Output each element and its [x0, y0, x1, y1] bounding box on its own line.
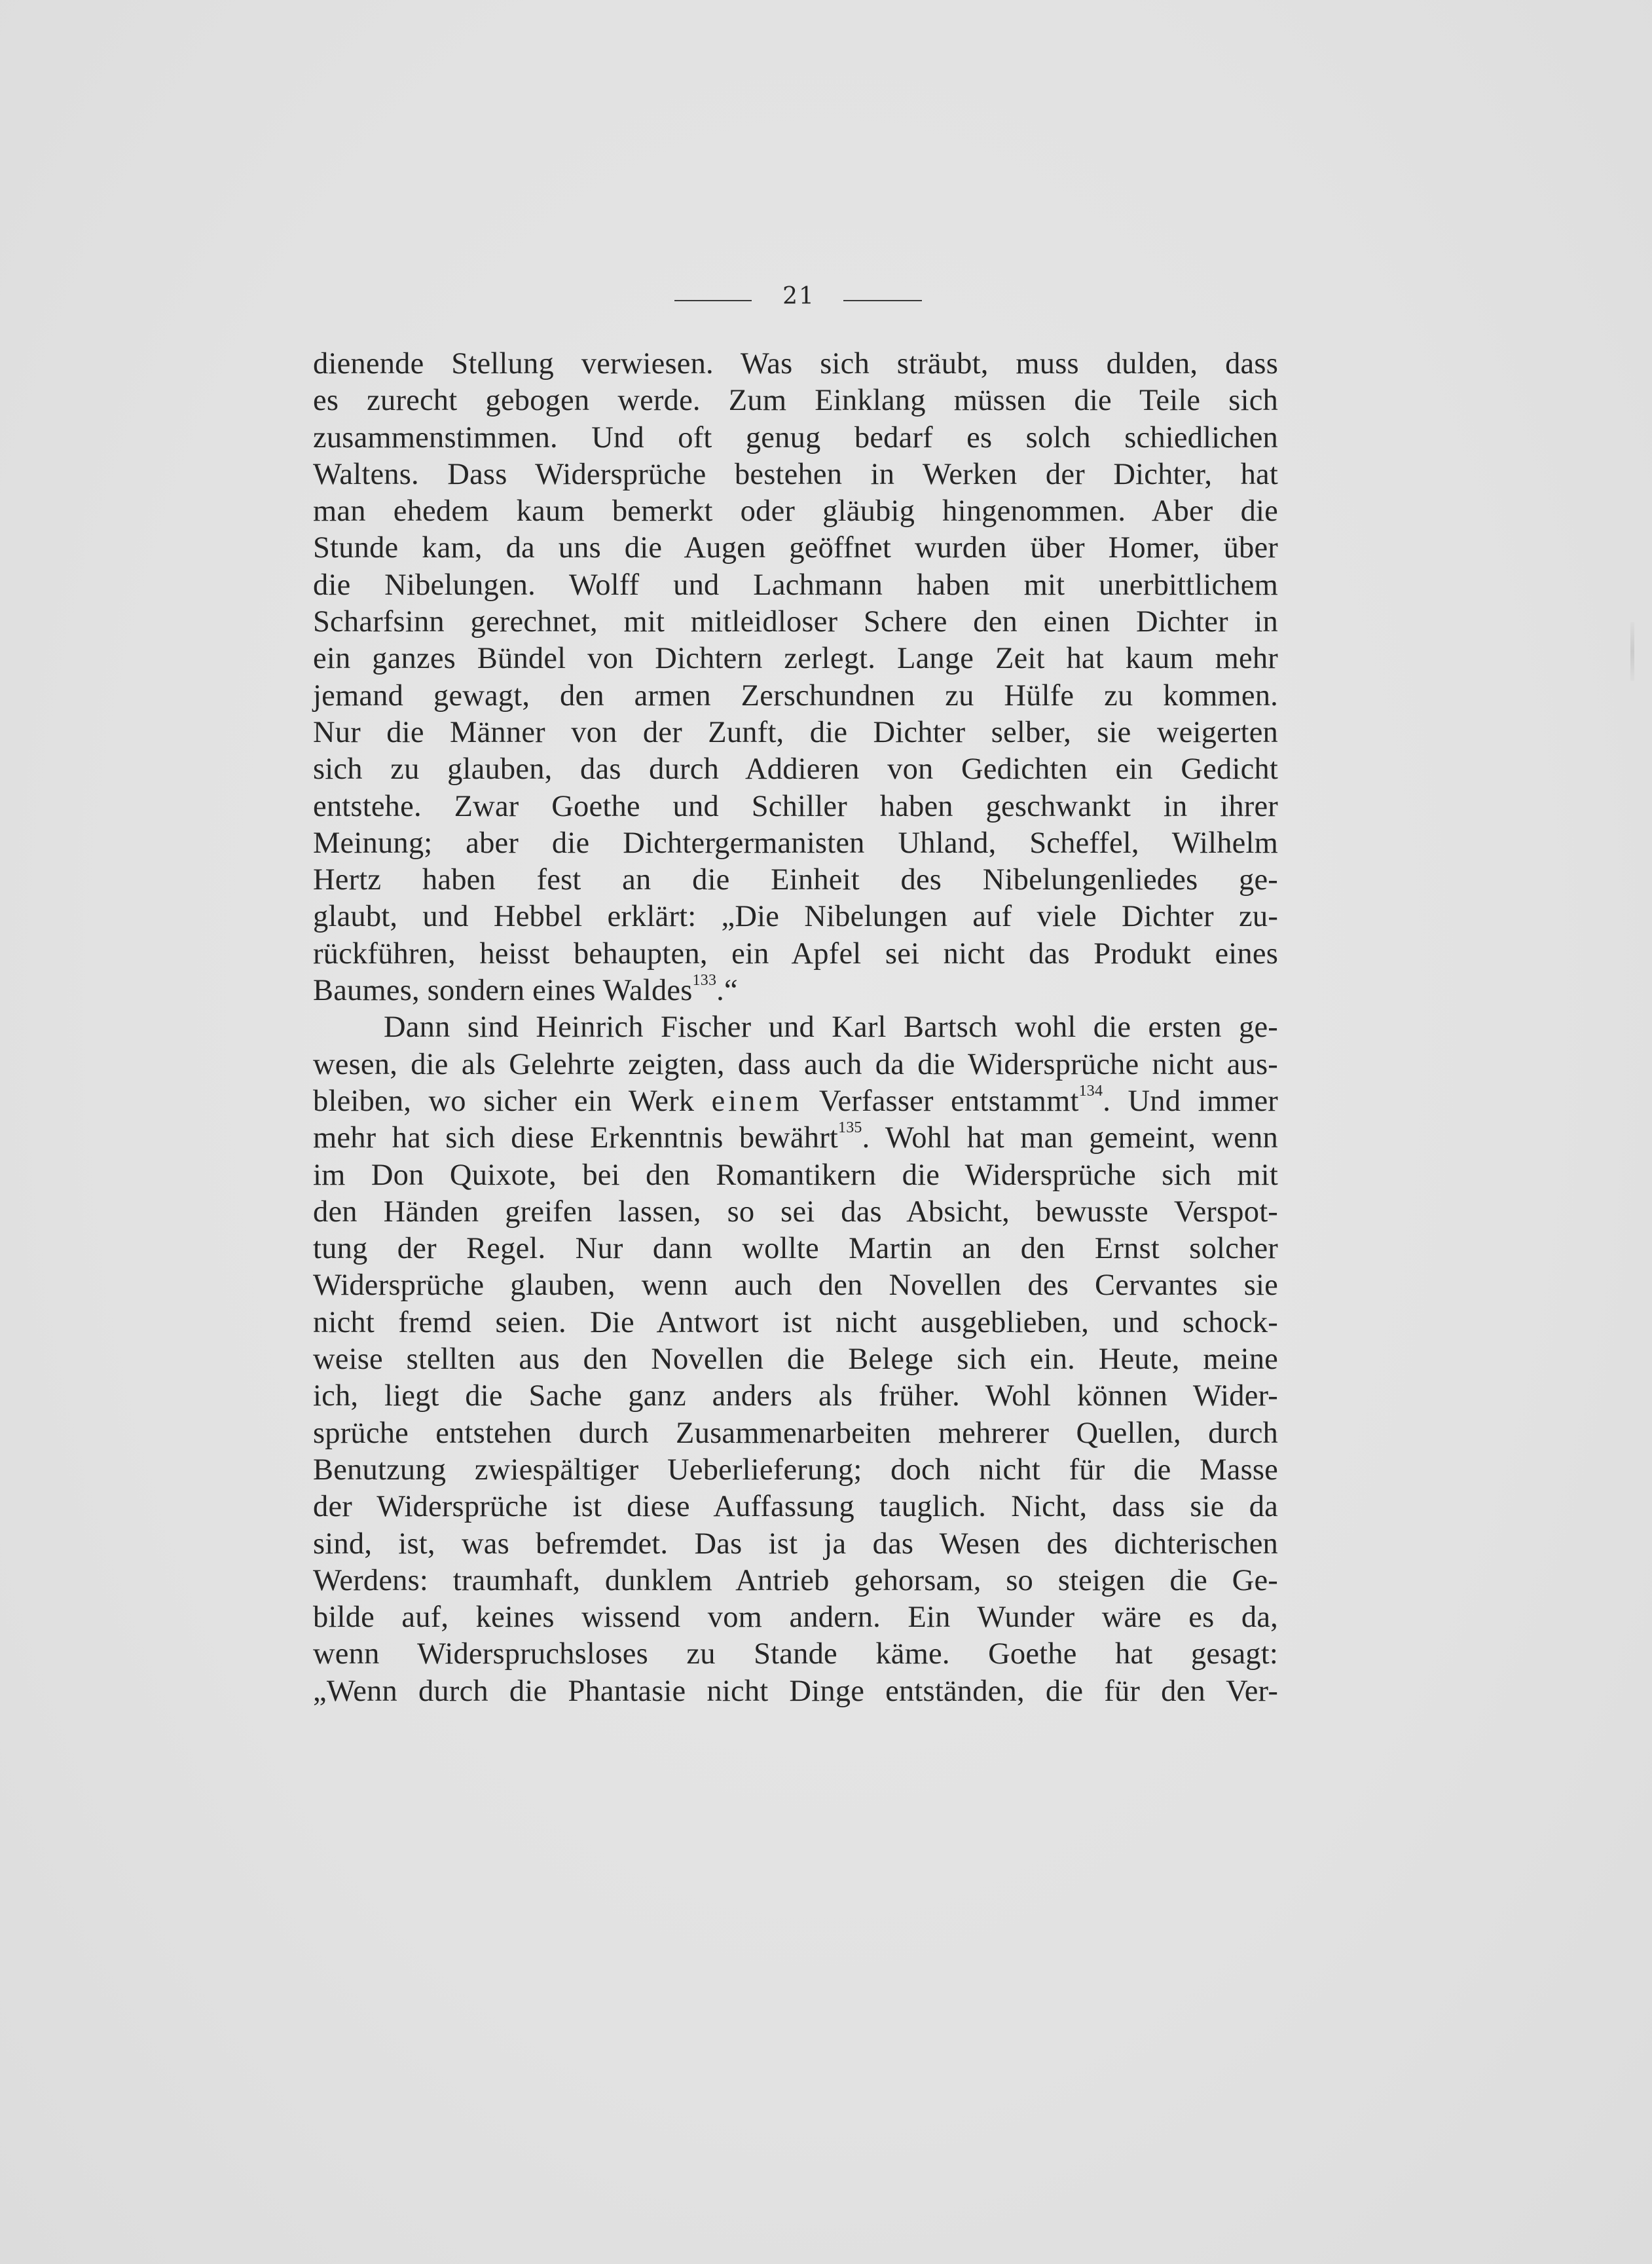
text-line: die Nibelungen. Wolff und Lachmann haben mit unerbittlichem — [313, 568, 1278, 602]
text-line: nicht fremd seien. Die Antwort ist nicht ausgeblieben, und schock- — [313, 1305, 1278, 1339]
text-segment: Baumes, sondern eines Waldes — [313, 974, 693, 1008]
text-line: wesen, die als Gelehrte zeigten, dass auch da die Widersprüche nicht aus- — [313, 1047, 1278, 1081]
text-line: man ehedem kaum bemerkt oder gläubig hingenommen. Aber die — [313, 494, 1278, 529]
text-line — [313, 973, 1278, 1009]
text-line: sind, ist, was befremdet. Das ist ja das Wesen des dichterischen — [313, 1527, 1278, 1561]
text-line: Werdens: traumhaft, dunklem Antrieb gehorsam, so steigen die Ge- — [313, 1563, 1278, 1597]
text-line: den Händen greifen lassen, so sei das Absicht, bewusste Verspot- — [313, 1195, 1278, 1229]
text-line: bilde auf, keines wissend vom andern. Ein Wunder wäre es da, — [313, 1601, 1278, 1635]
text-line: Hertz haben fest an die Einheit des Nibelungenliedes ge- — [313, 863, 1278, 897]
text-line: glaubt, und Hebbel erklärt: „Die Nibelungen auf viele Dichter zu- — [313, 900, 1278, 934]
text-line: Scharfsinn gerechnet, mit mitleidloser Schere den einen Dichter in — [313, 605, 1278, 639]
header-rule-right — [843, 300, 922, 301]
text-line: rückführen, heisst behaupten, ein Apfel sei nicht das Produkt eines — [313, 937, 1278, 971]
text-line — [313, 1083, 1278, 1120]
footnote-ref: 133 — [692, 972, 717, 990]
text-segment: mehr hat sich diese Erkenntnis bewährt — [313, 1121, 839, 1155]
text-segment: . Wohl hat man gemeint, wenn — [862, 1121, 1279, 1155]
text-line: tung der Regel. Nur dann wollte Martin an den Ernst solcher — [313, 1232, 1278, 1266]
text-line — [313, 1120, 1278, 1157]
text-line: Widersprüche glauben, wenn auch den Novellen des Cervantes sie — [313, 1269, 1278, 1303]
text-line: im Don Quixote, bei den Romantikern die Widersprüche sich mit — [313, 1158, 1278, 1192]
text-line: sprüche entstehen durch Zusammenarbeiten mehrerer Quellen, durch — [313, 1416, 1278, 1450]
text-line: Meinung; aber die Dichtergermanisten Uhland, Scheffel, Wilhelm — [313, 826, 1278, 860]
text-segment: bleiben, wo sicher ein Werk — [313, 1084, 712, 1118]
text-line: jemand gewagt, den armen Zerschundnen zu Hülfe zu kommen. — [313, 678, 1278, 713]
footnote-ref: 135 — [838, 1119, 862, 1137]
text-line: Nur die Männer von der Zunft, die Dichter selber, sie weigerten — [313, 715, 1278, 749]
closing-quote: .“ — [716, 974, 738, 1008]
text-segment: Verfasser entstammt — [802, 1084, 1079, 1118]
body-text — [313, 346, 1278, 1710]
text-line: Stunde kam, da uns die Augen geöffnet wurden über Homer, über — [313, 531, 1278, 565]
page-number: 21 — [782, 283, 815, 310]
text-line: Benutzung zwiespältiger Ueberlieferung; doch nicht für die Masse — [313, 1453, 1278, 1487]
page-edge-shadow — [1630, 622, 1634, 681]
text-line: ich, liegt die Sache ganz anders als früher. Wohl können Wider- — [313, 1379, 1278, 1413]
text-line: ein ganzes Bündel von Dichtern zerlegt. Lange Zeit hat kaum mehr — [313, 642, 1278, 676]
text-line: es zurecht gebogen werde. Zum Einklang müssen die Teile sich — [313, 384, 1278, 418]
text-line: entstehe. Zwar Goethe und Schiller haben geschwankt in ihrer — [313, 789, 1278, 823]
footnote-ref: 134 — [1078, 1083, 1103, 1100]
text-line: der Widersprüche ist diese Auffassung tauglich. Nicht, dass sie da — [313, 1490, 1278, 1524]
text-line: Dann sind Heinrich Fischer und Karl Bartsch wohl die ersten ge- — [384, 1011, 1278, 1045]
text-line: zusammenstimmen. Und oft genug bedarf es solch schiedlichen — [313, 420, 1278, 455]
text-line: wenn Widerspruchsloses zu Stande käme. Goethe hat gesagt: — [313, 1637, 1278, 1671]
text-line: Waltens. Dass Widersprüche bestehen in Werken der Dichter, hat — [313, 457, 1278, 491]
text-line: „Wenn durch die Phantasie nicht Dinge entständen, die für den Ver- — [313, 1674, 1278, 1708]
page-header — [674, 283, 936, 316]
header-rule-left — [674, 300, 752, 301]
text-line: sich zu glauben, das durch Addieren von Gedichten ein Gedicht — [313, 752, 1278, 787]
text-line: dienende Stellung verwiesen. Was sich sträubt, muss dulden, dass — [313, 347, 1278, 380]
emphasis-spaced: einem — [711, 1084, 803, 1118]
text-line: weise stellten aus den Novellen die Belege sich ein. Heute, meine — [313, 1343, 1278, 1377]
text-segment: . Und immer — [1103, 1084, 1278, 1118]
